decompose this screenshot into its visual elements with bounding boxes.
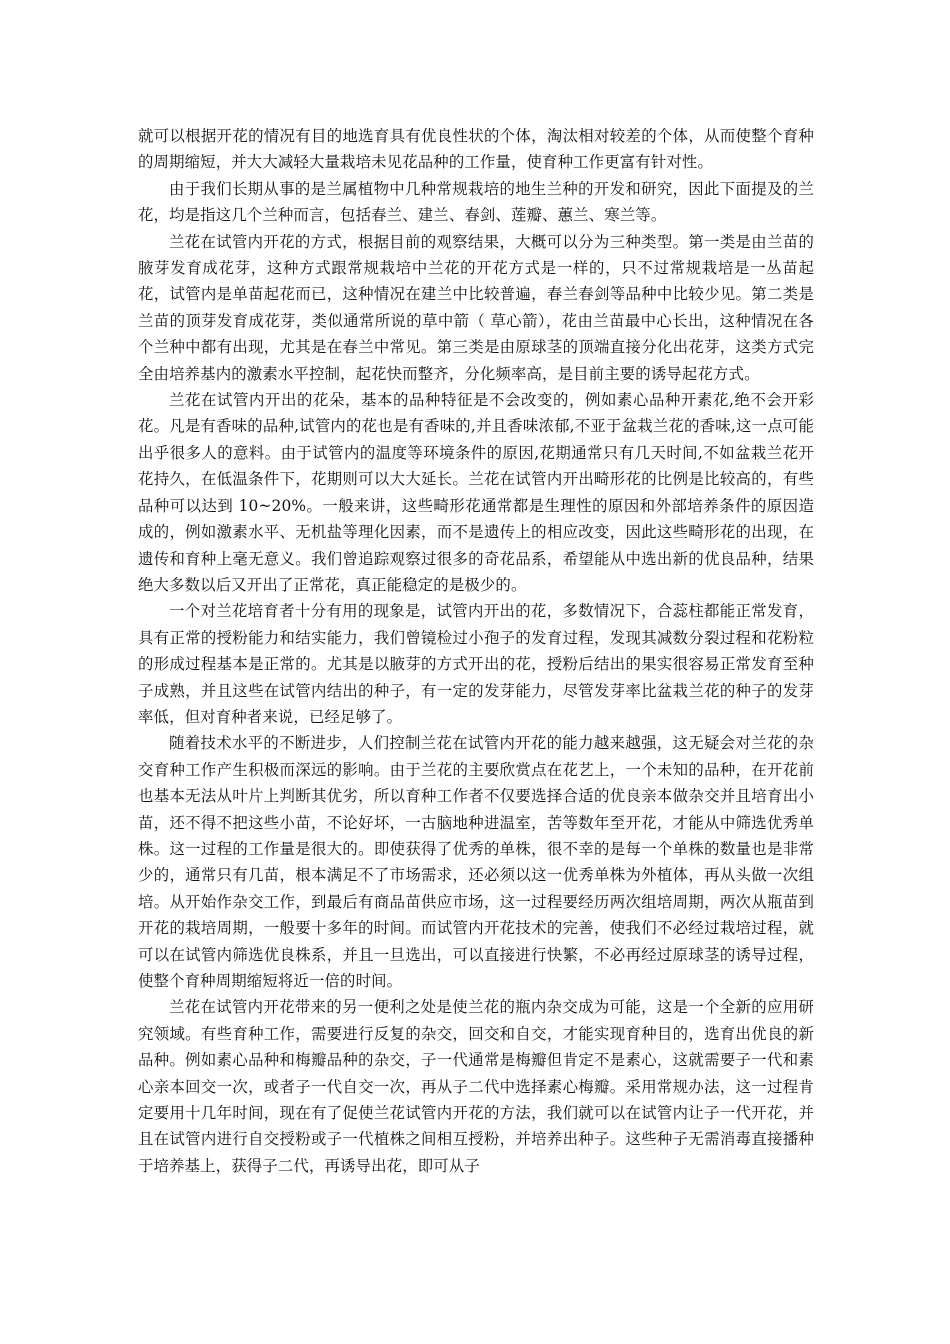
document-page bbox=[138, 123, 814, 1179]
paragraph-5: 一个对兰花培育者十分有用的现象是，试管内开出的花，多数情况下，合蕊柱都能正常发育，具有正常的授粉能力和结实能力，我们曾镜检过小孢子的发育过程，发现其减数分裂过程和花粉粒的形成过程基本是正常的。尤其是以腋芽的方式开出的花，授粉后结出的果实很容易正常发育至种子成熟，并且这些在试管内结出的种子，有一定的发芽能力，尽管发芽率比盆栽兰花的种子的发芽率低，但对育种者来说，已经足够了。 bbox=[138, 602, 814, 726]
paragraph-4: 兰花在试管内开出的花朵，基本的品种特征是不会改变的，例如素心品种开素花,绝不会开彩花。凡是有香味的品种,试管内的花也是有香味的,并且香味浓郁,不亚于盆栽兰花的香味,这一点可能出乎很多人的意料。由于试管内的温度等环境条件的原因,花期通常只有几天时间,不如盆栽兰花开花持久，在低温条件下，花期则可以大大延长。兰花在试管内开出畸形花的比例是比较高的，有些品种可以达到 10~20%。一般来讲，这些畸形花通常都是生理性的原因和外部培养条件的原因造成的，例如激素水平、无机盐等理化因素，而不是遗传上的相应改变，因此这些畸形花的出现，在遗传和育种上毫无意义。我们曾追踪观察过很多的奇花品系，希望能从中选出新的优良品种，结果绝大多数以后又开出了正常花，真正能稳定的是极少的。 bbox=[138, 391, 814, 594]
paragraph-6: 随着技术水平的不断进步，人们控制兰花在试管内开花的能力越来越强，这无疑会对兰花的杂交育种工作产生积极而深远的影响。由于兰花的主要欣赏点在花艺上，一个未知的品种，在开花前也基本无法从叶片上判断其优劣，所以育种工作者不仅要选择合适的优良亲本做杂交并且培育出小苗，还不得不把这些小苗，不论好坏，一古脑地种进温室，苦等数年至开花，才能从中筛选优秀单株。这一过程的工作量是很大的。即使获得了优秀的单株，很不幸的是每一个单株的数量也是非常少的，通常只有几苗，根本满足不了市场需求，还必须以这一优秀单株为外植体，再从头做一次组培。从开始作杂交工作，到最后有商品苗供应市场，这一过程要经历两次组培周期，两次从瓶苗到开花的栽培周期，一般要十多年的时间。而试管内开花技术的完善，使我们不必经过栽培过程，就可以在试管内筛选优良株系，并且一旦选出，可以直接进行快繁，不必再经过原球茎的诱导过程，使整个育种周期缩短将近一倍的时间。 bbox=[138, 734, 814, 990]
paragraph-3: 兰花在试管内开花的方式，根据目前的观察结果，大概可以分为三种类型。第一类是由兰苗的腋芽发育成花芽，这种方式跟常规栽培中兰花的开花方式是一样的，只不过常规栽培是一丛苗起花，试管内是单苗起花而已，这种情况在建兰中比较普遍，春兰春剑等品种中比较少见。第二类是兰苗的顶芽发育成花芽，类似通常所说的草中箭（ 草心箭），花由兰苗最中心长出，这种情况在各个兰种中都有出现，尤其是在春兰中常见。第三类是由原球茎的顶端直接分化出花芽，这类方式完全由培养基内的激素水平控制，起花快而整齐，分化频率高，是目前主要的诱导起花方式。 bbox=[138, 232, 814, 383]
paragraph-1: 就可以根据开花的情况有目的地选育具有优良性状的个体，淘汰相对较差的个体，从而使整个育种的周期缩短，并大大减轻大量栽培未见花品种的工作量，使育种工作更富有针对性。 bbox=[138, 127, 814, 172]
paragraph-2: 由于我们长期从事的是兰属植物中几种常规栽培的地生兰种的开发和研究，因此下面提及的兰花，均是指这几个兰种而言，包括春兰、建兰、春剑、莲瓣、蕙兰、寒兰等。 bbox=[138, 179, 814, 225]
paragraph-7: 兰花在试管内开花带来的另一便利之处是使兰花的瓶内杂交成为可能，这是一个全新的应用研究领域。有些育种工作，需要进行反复的杂交，回交和自交，才能实现育种目的，选育出优良的新品种。例如素心品种和梅瓣品种的杂交，子一代通常是梅瓣但肯定不是素心，这就需要子一代和素心亲本回交一次，或者子一代自交一次，再从子二代中选择素心梅瓣。采用常规办法，这一过程肯定要用十几年时间，现在有了促使兰花试管内开花的方法，我们就可以在试管内让子一代开花，并且在试管内进行自交授粉或子一代植株之间相互授粉，并培养出种子。这些种子无需消毒直接播种于培养基上，获得子二代，再诱导出花，即可从子 bbox=[138, 998, 814, 1175]
